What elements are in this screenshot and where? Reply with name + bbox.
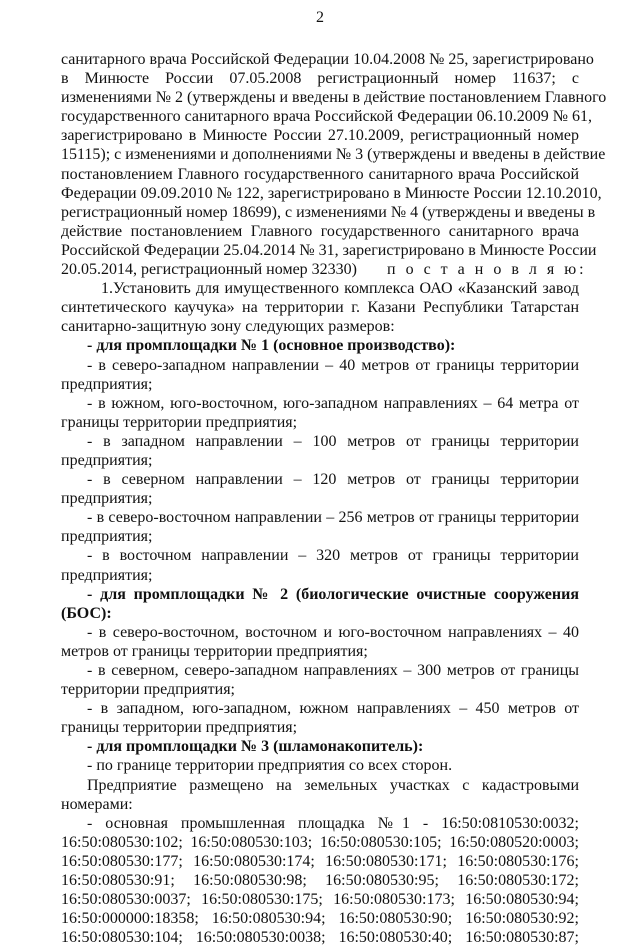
cadastre-number: 16:50:080530:102; (61, 833, 183, 851)
list-item (61, 699, 579, 737)
text-line: изменениями № 2 (утверждены и введены в действие постановлением Главного (61, 89, 607, 107)
cadastre-row (61, 890, 579, 909)
cadastre-number: 16:50:080530:0037; (61, 891, 191, 909)
text-line: номерами: (61, 795, 133, 813)
page-number: 2 (316, 9, 324, 26)
text-line: Российской Федерации 25.04.2014 № 31, зарегистрировано в Минюсте России (61, 241, 597, 259)
text-line: - в северном направлении – 120 метров от границы территории (87, 471, 579, 489)
text-line: синтетического каучука» на территории г. Казани Республики Татарстан (61, 299, 579, 317)
text-line: действие постановлением Главного государственного санитарного врача (61, 222, 579, 240)
text-line: - в восточном направлении – 320 метров от границы территории (87, 547, 579, 565)
cadastre-number: 16:50:080530:105; (319, 833, 442, 851)
cadastre-number: 16:50:080530:87; (465, 929, 579, 947)
text-line: - в северо-восточном, восточном и юго-восточном направлениях – 40 (87, 623, 579, 641)
text-line: регистрационный номер 18699), с изменениями № 4 (утверждены и введены в (61, 203, 596, 221)
cadastre-paragraph (61, 776, 579, 833)
cadastre-number: 16:50:080530:0038; (195, 929, 326, 947)
site-1-heading: - для промплощадки № 1 (основное производство): (87, 337, 456, 355)
cadastre-number: 16:50:080530:98; (193, 872, 307, 890)
text-line: зарегистрировано в Минюсте России 27.10.2009, регистрационный номер (61, 127, 579, 145)
cadastre-number: 16:50:080530:174; (193, 852, 315, 870)
registration-text: 20.05.2014, регистрационный номер 32330) (61, 261, 357, 279)
cadastre-number: 16:50:080530:90; (338, 910, 453, 928)
text-line: в Минюсте России 07.05.2008 регистрационный номер 11637; с (61, 70, 579, 88)
text-line: предприятия; (61, 375, 153, 393)
text-line: - в западном, юго-западном, южном направлениях – 450 метров от (87, 700, 579, 718)
site-1-list (61, 356, 579, 585)
list-item (61, 508, 579, 546)
cadastre-number: 16:50:000000:18358; (61, 910, 199, 928)
text-line: территории предприятия; (61, 681, 235, 699)
text-line: предприятия; (61, 451, 153, 469)
cadastre-number: 16:50:080530:94; (465, 891, 579, 909)
text-line: - в северо-западном направлении – 40 метров от границы территории (87, 356, 579, 374)
document-body (61, 50, 607, 947)
text-line: - в северном, северо-западном направлениях – 300 метров от границы (87, 662, 579, 679)
list-item (61, 661, 579, 699)
cadastre-number: 16:50:080530:95; (325, 872, 439, 890)
text-line: постановлением Главного государственного санитарного врача Российской (61, 165, 579, 183)
list-item (61, 470, 579, 508)
text-line: Федерации 09.09.2010 № 122, зарегистрировано в Минюсте России 12.10.2010, (61, 184, 602, 202)
list-item (61, 356, 579, 394)
cadastre-number: 16:50:080530:104; (61, 929, 183, 947)
cadastre-number: 16:50:080530:40; (338, 929, 453, 947)
text-line: 1.Установить для имущественного комплекса ОАО «Казанский завод (101, 280, 579, 298)
cadastre-row (61, 852, 579, 871)
cadastre-row (61, 928, 579, 947)
cadastre-number: 16:50:080530:176; (457, 852, 579, 870)
cadastre-row (61, 909, 579, 928)
text-line: метров от границы территории предприятия; (61, 642, 368, 660)
list-item (61, 546, 579, 584)
site-3-item: - по границе территории предприятия со всех сторон. (87, 757, 453, 775)
cadastre-row (61, 871, 579, 890)
cadastre-number: 16:50:080530:175; (201, 891, 323, 909)
cadastre-number: 16:50:080530:173; (333, 891, 455, 909)
site-3-heading: - для промплощадки № 3 (шламонакопитель): (87, 738, 424, 756)
cadastre-number: 16:50:080520:0003; (449, 833, 579, 851)
item-1-paragraph (61, 279, 579, 336)
cadastre-number: 16:50:080530:171; (325, 852, 447, 870)
main-site-label: - основная промышленная площадка №1 - 16:50:0810530:0032; (87, 814, 579, 832)
text-line: санитарно-защитную зону следующих размеров: (61, 318, 395, 336)
text-line: предприятия; (61, 566, 153, 584)
text-line: границы территории предприятия; (61, 413, 298, 431)
text-line: - для промплощадки № 2 (биологические очистные сооружения (87, 585, 579, 603)
cadastre-number: 16:50:080530:172; (457, 872, 579, 890)
cadastre-number-table (61, 833, 579, 947)
text-line: Предприятие размещено на земельных участках с кадастровыми (87, 776, 579, 794)
cadastre-number: 16:50:080530:94; (211, 910, 326, 928)
text-line: предприятия; (61, 528, 153, 546)
text-line: государственного санитарного врача Российской Федерации 06.10.2009 № 61, (61, 108, 593, 126)
cadastre-row (61, 833, 579, 852)
site-2-heading (61, 585, 579, 623)
text-line: - в южном, юго-восточном, юго-западном направлениях – 64 метра от (87, 394, 579, 412)
text-line: (БОС): (61, 604, 112, 622)
text-line: - в западном направлении – 100 метров от границы территории (87, 432, 579, 450)
list-item (61, 432, 579, 470)
cadastre-number: 16:50:080530:91; (61, 872, 175, 890)
text-line: предприятия; (61, 490, 153, 508)
decree-word: п о с т а н о в л я ю: (387, 261, 587, 279)
intro-paragraph (61, 50, 607, 279)
cadastre-number: 16:50:080530:92; (465, 910, 579, 928)
list-item (61, 394, 579, 432)
text-line (61, 260, 587, 279)
text-line: границы территории предприятия; (61, 719, 298, 737)
cadastre-number: 16:50:080530:177; (61, 852, 183, 870)
site-2-list (61, 623, 579, 738)
text-line: 15115); с изменениями и дополнениями № 3 (утверждены и введены в действие (61, 146, 606, 164)
text-line: санитарного врача Российской Федерации 10.04.2008 № 25, зарегистрировано (61, 51, 594, 68)
list-item (61, 623, 579, 661)
cadastre-number: 16:50:080530:103; (190, 833, 313, 851)
text-line: - в северо-восточном направлении – 256 метров от границы территории (87, 509, 579, 527)
